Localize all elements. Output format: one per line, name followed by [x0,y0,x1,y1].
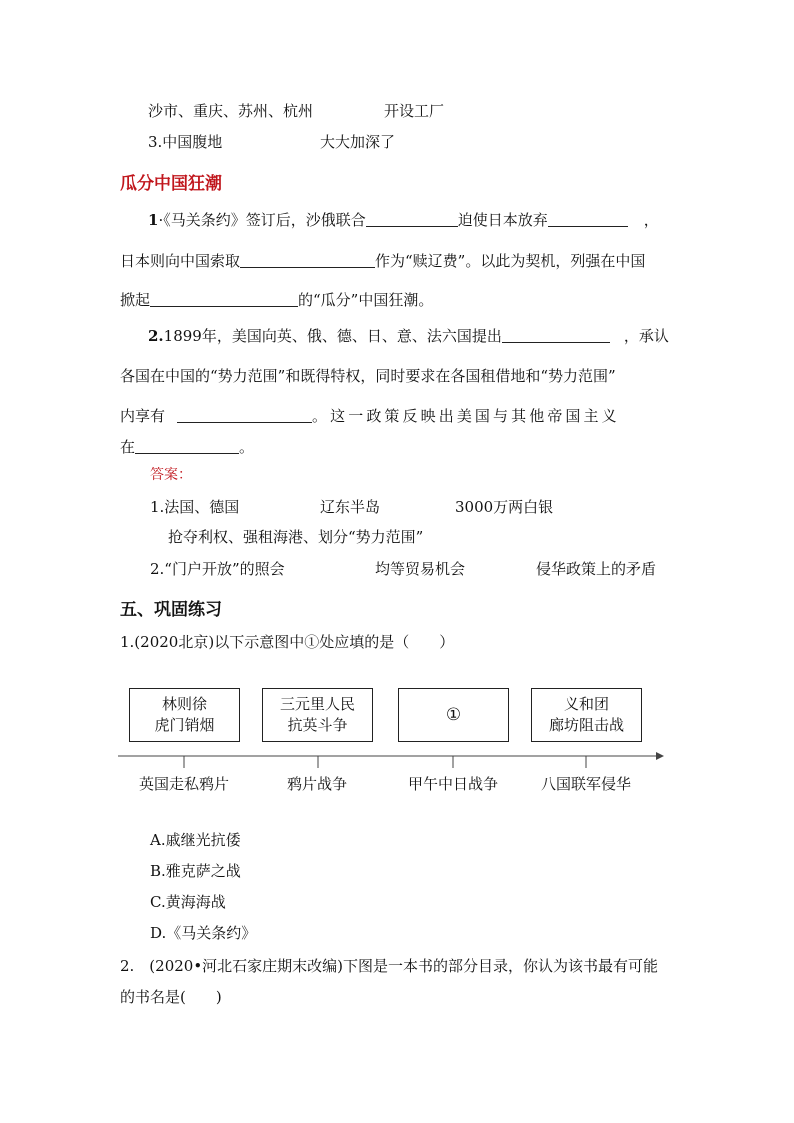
q1-text-g: 的“瓜分”中国狂潮。 [298,291,434,309]
q1-text-c: ， [643,211,659,229]
q1-text-a: ·《马关条约》签订后，沙俄联合 [158,211,366,229]
option-d[interactable]: D.《马关条约》 [150,924,257,942]
timeline-box-3 [398,688,509,742]
option-b[interactable]: B.雅克萨之战 [150,862,241,880]
q2-blank-3[interactable] [135,437,239,454]
option-c[interactable]: C.黄海海战 [150,893,226,911]
timeline-box-1 [129,688,240,742]
answer-3b: 均等贸易机会 [375,560,466,578]
box-1-line1: 林则徐 [161,695,207,713]
q1-number: 1 [148,211,159,229]
q2-text-a: 1899年，美国向英、俄、德、日、意、法六国提出 [163,327,502,345]
q2-number: 2. [148,327,164,345]
answer-1b: 辽东半岛 [320,498,381,516]
q1-text-f: 掀起 [120,291,151,309]
answer-3c: 侵华政策上的矛盾 [536,560,657,578]
timeline-arrowhead [656,752,664,760]
top-row2-right: 大大加深了 [320,133,396,151]
box-2-line2: 抗英斗争 [287,716,348,734]
q2-text-f: 在 [120,438,136,456]
partition-q1-line2 [120,251,645,271]
q2-text-b: ，承认 [623,327,669,345]
timeline-event-4: 八国联军侵华 [540,775,631,793]
timeline-event-1: 英国走私鸦片 [138,775,229,793]
section-heading-partition: 瓜分中国狂潮 [120,174,222,194]
q1-blank-4[interactable] [150,290,298,307]
answer-label: 答案： [150,467,192,483]
partition-q1-line3 [120,290,433,310]
timeline-box-4 [531,688,642,742]
q1-text-d: 日本则向中国索取 [120,252,241,270]
q2-blank-1[interactable] [502,326,610,343]
answer-1c: 3000万两白银 [455,498,554,516]
q2-text-g: 。 [239,438,255,456]
answer-1a: 1.法国、德国 [150,498,240,516]
timeline-box-2 [262,688,373,742]
q1-text-e: 作为“赎辽费”。以此为契机，列强在中国 [375,252,646,270]
q2-blank-2[interactable] [177,406,312,423]
q1-blank-2[interactable] [548,210,628,227]
q2-text-e: 。这一政策反映出美国与其他帝国主义 [312,407,620,425]
partition-q2-line1 [148,326,669,346]
timeline-event-3: 甲午中日战争 [407,775,498,793]
practice-q1-stem: 1.(2020北京)以下示意图中①处应填的是（ ） [120,633,455,651]
q1-text-b: 迫使日本放弃 [457,211,548,229]
answer-2: 抢夺利权、强租海港、划分“势力范围” [168,528,424,546]
timeline-event-2: 鸦片战争 [286,775,347,793]
option-a[interactable]: A.戚继光抗倭 [150,831,241,849]
partition-q2-line3 [120,406,620,426]
section-heading-practice: 五、巩固练习 [120,600,222,620]
partition-q2-line4 [120,437,254,457]
box-4-line2: 廊坊阻击战 [548,716,624,734]
box-4-line1: 义和团 [563,695,609,713]
answer-3a: 2.“门户开放”的照会 [150,560,285,578]
partition-q1-line1 [148,210,659,230]
top-row1-right: 开设工厂 [384,102,445,120]
q1-blank-1[interactable] [366,210,458,227]
box-2-line1: 三元里人民 [279,695,355,713]
top-row2-left: 3.中国腹地 [148,133,223,151]
q1-blank-3[interactable] [240,251,375,268]
practice-q2-line2: 的书名是( ) [120,988,222,1006]
box-1-line2: 虎门销烟 [154,716,215,734]
timeline-axis [118,748,666,772]
q2-text-d: 内享有 [120,407,166,425]
practice-q2-line1: 2. (2020•河北石家庄期末改编)下图是一本书的部分目录，你认为该书最有可能 [120,957,659,975]
top-row1-left: 沙市、重庆、苏州、杭州 [148,102,314,120]
partition-q2-line2: 各国在中国的“势力范围”和既得特权，同时要求在各国租借地和“势力范围” [120,367,616,385]
box-3-line1: ① [445,704,462,725]
